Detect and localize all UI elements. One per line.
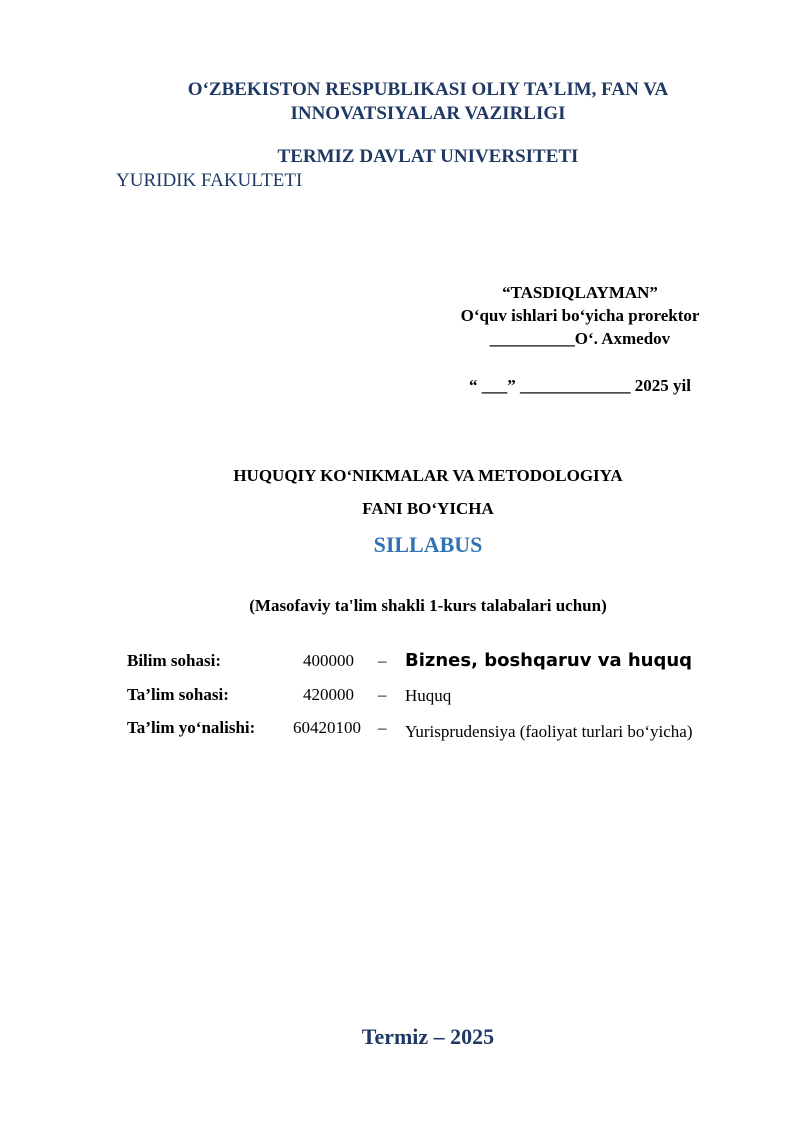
course-name-line-2: FANI BO‘YICHA [362,499,494,518]
ministry-line-1: O‘ZBEKISTON RESPUBLIKASI OLIY TA’LIM, FAN VA [187,79,669,100]
info-row-education-direction [127,718,363,744]
info-value: Huquq [405,686,452,705]
ministry-name [0,78,800,126]
approval-date: “ ___” _____________ 2025 yil [469,376,691,395]
audience-note: (Masofaviy ta'lim shakli 1-kurs talabalari uchun) [249,596,607,615]
approval-position: O‘quv ishlari bo‘yicha prorektor [460,306,700,325]
footer-place-year: Termiz – 2025 [361,1024,495,1049]
info-value: Yurisprudensiya (faoliyat turlari bo‘yicha) [405,722,693,741]
approval-signature: __________O‘. Axmedov [489,329,671,348]
info-code: 420000 [303,685,354,704]
info-row-knowledge-area [127,651,362,677]
info-label: Bilim sohasi: [127,651,221,670]
ministry-line-2: INNOVATSIYALAR VAZIRLIGI [290,103,566,124]
info-row-education-area [127,685,362,711]
info-label: Ta’lim sohasi: [127,685,229,704]
info-dash: – [378,685,387,704]
course-name-line-1: HUQUQIY KO‘NIKMALAR VA METODOLOGIYA [233,466,623,485]
info-code: 60420100 [293,718,361,737]
faculty-name: YURIDIK FAKULTETI [116,170,303,191]
info-dash: – [378,651,387,670]
document-type-title: SILLABUS [373,532,483,557]
university-name: TERMIZ DAVLAT UNIVERSITETI [277,146,579,167]
info-label: Ta’lim yo‘nalishi: [127,718,256,737]
info-value: Biznes, boshqaruv va huquq [405,650,693,671]
info-code: 400000 [303,651,354,670]
approval-title: “TASDIQLAYMAN” [502,283,658,302]
info-dash: – [378,718,387,737]
